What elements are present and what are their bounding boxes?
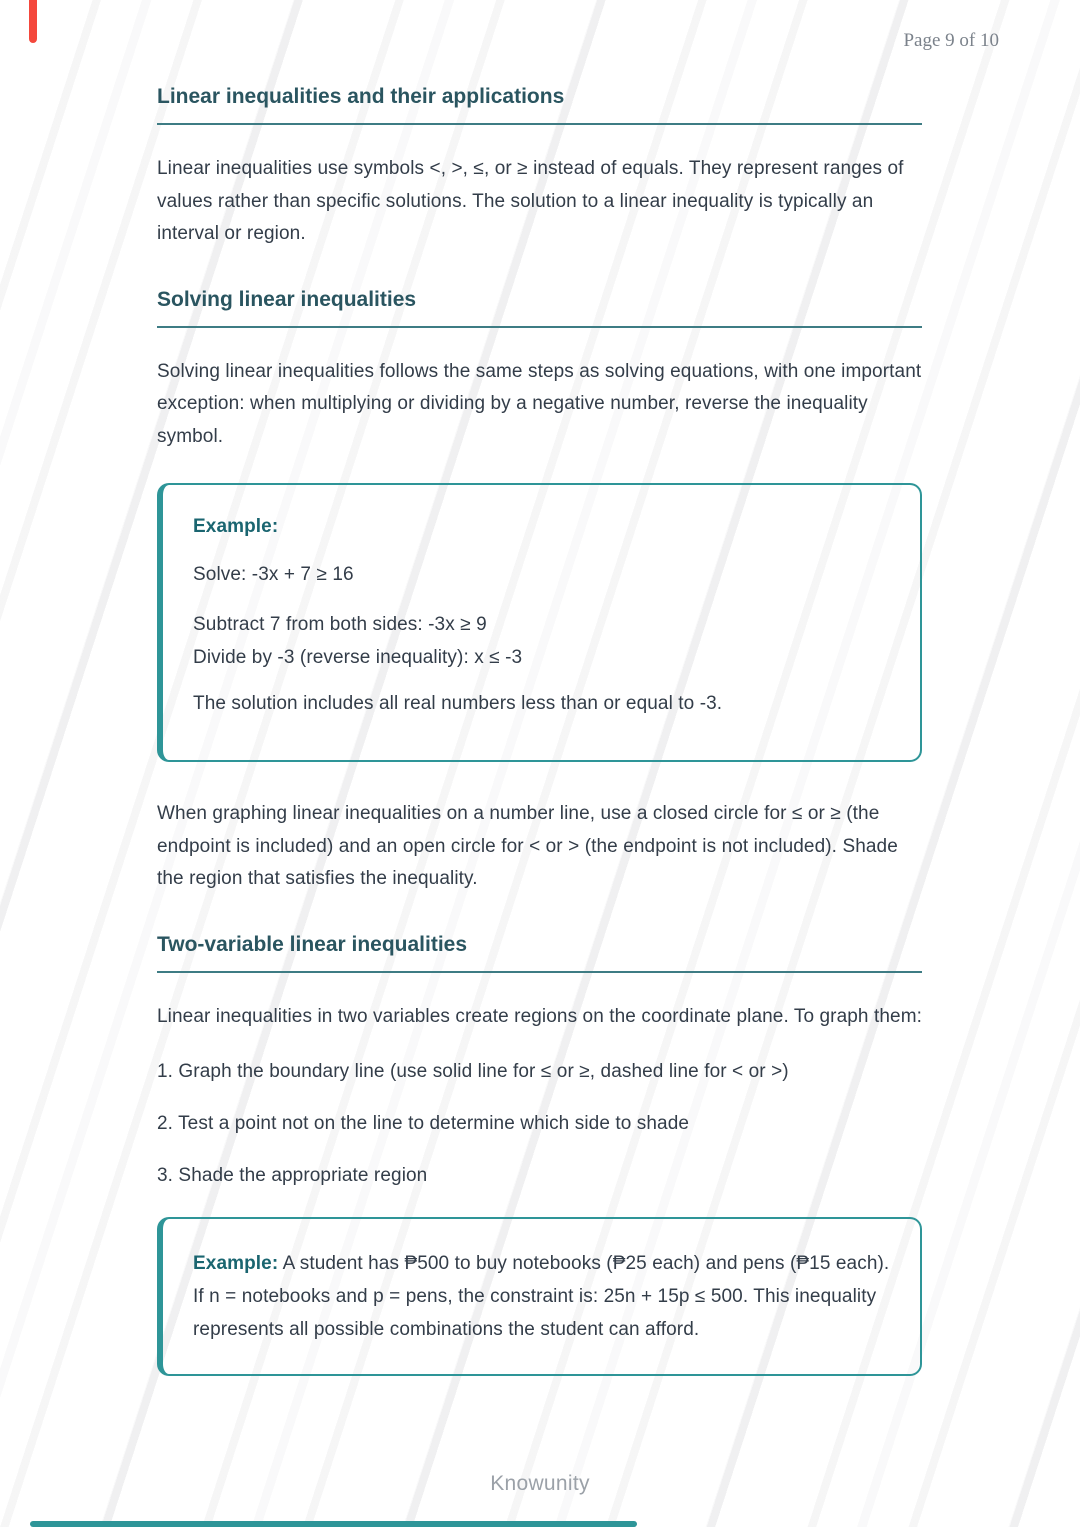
example-step-2: Divide by -3 (reverse inequality): x ≤ -3 (193, 646, 523, 668)
example-box-two-variable (157, 1217, 922, 1376)
example-label: Example: (193, 1253, 279, 1274)
page-number: Page 9 of 10 (903, 30, 999, 51)
paragraph-two-variable: Linear inequalities in two variables create regions on the coordinate plane. To graph them: (157, 1005, 922, 1027)
section-heading-linear-inequalities: Linear inequalities and their applications (157, 85, 565, 108)
section-heading-two-variable: Two-variable linear inequalities (157, 932, 468, 956)
section-divider (157, 326, 922, 328)
numbered-step-3: 3. Shade the appropriate region (157, 1165, 428, 1186)
example-text: A student has ₱500 to buy notebooks (₱25 each) and pens (₱15 each). If n = notebooks and p = pens, the constraint is: 25n + 15p ≤ 500. This inequality represents all possible combinations the student can afford. (193, 1253, 890, 1340)
horizontal-scrollbar-thumb[interactable] (30, 1521, 637, 1527)
example-box-solving (157, 483, 922, 762)
numbered-step-1: 1. Graph the boundary line (use solid line for ≤ or ≥, dashed line for < or >) (157, 1061, 789, 1082)
example-label: Example: (193, 516, 279, 537)
example-conclusion: The solution includes all real numbers less than or equal to -3. (193, 693, 723, 714)
section-divider (157, 971, 922, 973)
document-content (157, 0, 922, 1376)
example-steps (193, 609, 890, 674)
paragraph-solving: Solving linear inequalities follows the same steps as solving equations, with one important exception: when multiplying or dividing by a negative number, reverse the inequality symbol. (157, 360, 922, 447)
brand-footer: Knowunity (490, 1472, 590, 1495)
example-equation: Solve: -3x + 7 ≥ 16 (193, 564, 354, 585)
numbered-step-2: 2. Test a point not on the line to determine which side to shade (157, 1113, 690, 1134)
example-step-1: Subtract 7 from both sides: -3x ≥ 9 (193, 614, 487, 635)
vertical-scrollbar-thumb[interactable] (29, 0, 37, 43)
section-heading-solving: Solving linear inequalities (157, 287, 417, 311)
paragraph-intro: Linear inequalities use symbols <, >, ≤, or ≥ instead of equals. They represent ranges of values rather than specific solutions. The solution to a linear inequality is typically an interval or region. (157, 158, 904, 244)
section-divider (157, 123, 922, 125)
paragraph-number-line-note: When graphing linear inequalities on a number line, use a closed circle for ≤ or ≥ (the endpoint is included) and an open circle for < or > (the endpoint is not included). Shade the region that satisfies the inequality. (157, 803, 898, 889)
